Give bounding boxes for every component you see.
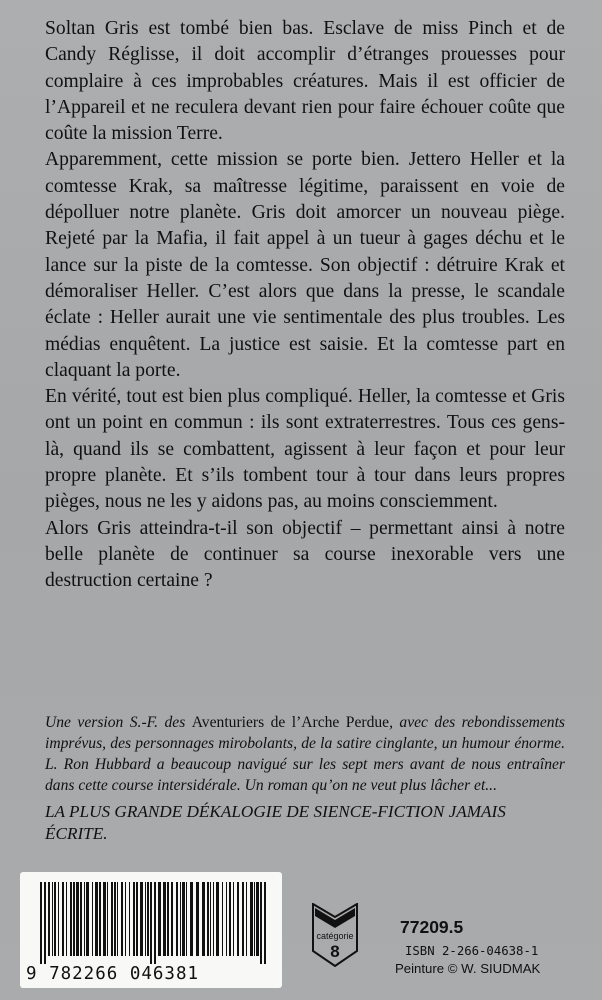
category-label: catégorie xyxy=(316,931,354,941)
blurb-paragraph-2: Apparemment, cette mission se porte bien. Jettero Heller et la comtesse Krak, sa maîtresse légitime, paraissent en voie de dépolluer notre planète. Gris doit amorcer un nouveau piège. Rejeté par la Mafia, il fait appel à un tueur à gages déchu et le lance sur la piste de la comtesse. Son objectif : détruire Krak et démoraliser Heller. C’est alors que dans la presse, le scandale éclate : Heller aurait une vie sentimentale des plus troubles. Les médias enquêtent. La justice est saisie. Et la comtesse part en claquant la porte. xyxy=(45,149,565,381)
blurb-paragraph-3: En vérité, tout est bien plus compliqué. Heller, la comtesse et Gris ont un point en commun : ils sont extraterrestres. Tous ces gens-là, quand ils se combattent, agissent à leur façon et pour leur propre planète. Et s’ils tombent tour à tour dans leurs propres pièges, nous ne les y aidons pas, au moins consciemment. xyxy=(45,386,565,513)
barcode xyxy=(34,882,270,964)
promo-title: Aventuriers de l’Arche Perdue xyxy=(191,714,390,731)
category-number: 8 xyxy=(330,942,340,961)
isbn: ISBN 2-266-04638-1 xyxy=(405,944,539,958)
blurb-text xyxy=(45,16,565,595)
blurb-paragraph-1: Soltan Gris est tombé bien bas. Esclave de miss Pinch et de Candy Réglisse, il doit accomplir d’étranges prouesses pour complaire à ces improbables créatures. Mais il est officier de l’Appareil et ne reculera devant rien pour faire échouer coûte que coûte la mission Terre. xyxy=(45,18,565,145)
barcode-digits: 9 782266 046381 xyxy=(26,964,200,984)
promo-lead: Une version S.-F. des xyxy=(45,714,192,731)
promo-rest: , avec des rebondissements imprévus, des personnages mirobolants, de la satire cinglante, un humour énorme. L. Ron Hubbard a beaucoup navigué sur les sept mers avant de nous entraîner dans cette course intersidérale. Un roman qu’on ne veut plus lâcher et... xyxy=(45,714,565,794)
cover-art-credit: Peinture © W. SIUDMAK xyxy=(395,961,541,976)
product-code: 77209.5 xyxy=(400,917,464,937)
barcode-sticker xyxy=(20,872,282,988)
promo-text xyxy=(45,712,565,796)
blurb-paragraph-4: Alors Gris atteindra-t-il son objectif – permettant ainsi à notre belle planète de continuer sa course inexorable vers une destruction certaine ? xyxy=(45,517,565,592)
tagline: LA PLUS GRANDE DÉKALOGIE DE SIENCE-FICTION JAMAIS ÉCRITE. xyxy=(45,802,506,843)
